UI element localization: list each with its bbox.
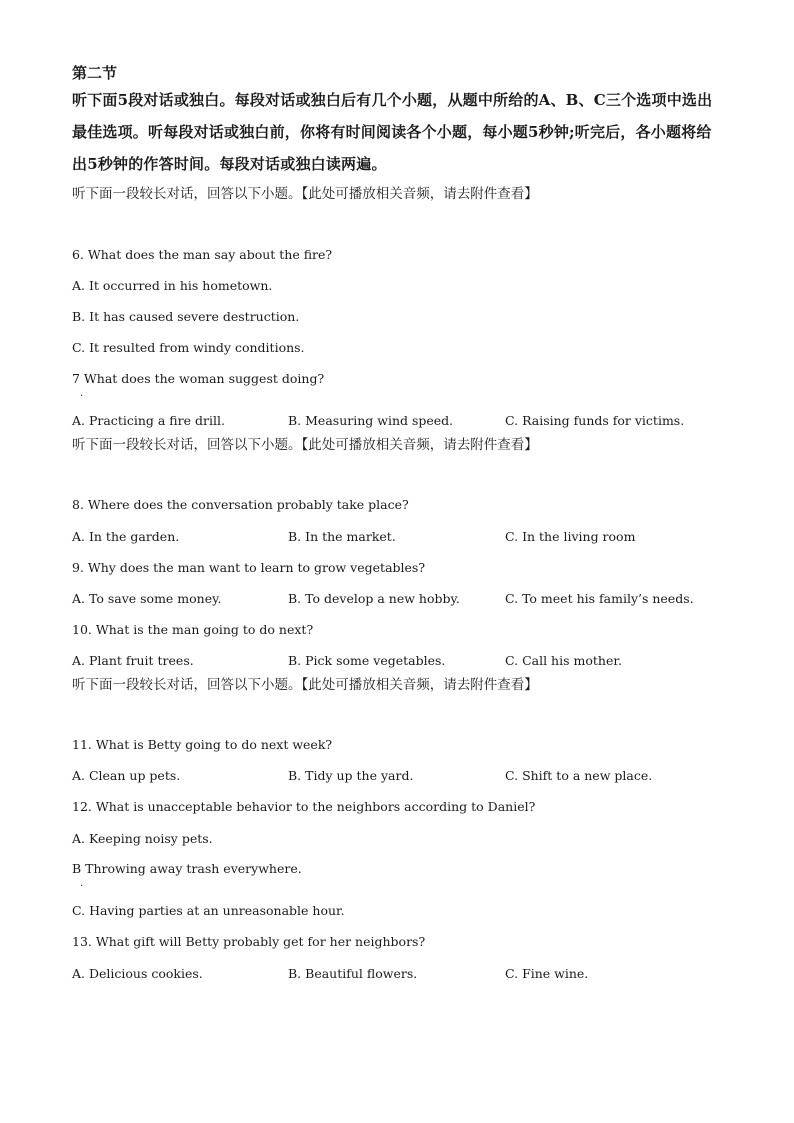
question-6: 6. What does the man say about the fire? — [72, 247, 333, 262]
question-9-option-b: B. To develop a new hobby. — [288, 591, 460, 606]
question-12-option-b: B Throwing away trash everywhere. — [72, 861, 302, 876]
question-6-option-a: A. It occurred in his hometown. — [72, 278, 273, 293]
question-7-option-b: B. Measuring wind speed. — [288, 413, 454, 428]
question-11-option-a: A. Clean up pets. — [72, 768, 181, 783]
question-11-options — [72, 766, 724, 786]
question-9-options — [72, 589, 724, 609]
question-8: 8. Where does the conversation probably take place? — [72, 497, 409, 512]
question-13-option-c: C. Fine wine. — [505, 966, 589, 981]
question-8-option-c: C. In the living room — [505, 529, 636, 544]
question-12-option-a: A. Keeping noisy pets. — [72, 831, 213, 846]
question-10-option-c: C. Call his mother. — [505, 653, 622, 668]
question-11-option-b: B. Tidy up the yard. — [288, 768, 414, 783]
question-10-option-a: A. Plant fruit trees. — [72, 653, 194, 668]
question-7: 7 What does the woman suggest doing? — [72, 371, 325, 386]
question-13-option-b: B. Beautiful flowers. — [288, 966, 418, 981]
question-12: 12. What is unacceptable behavior to the neighbors according to Daniel? — [72, 799, 536, 814]
question-13: 13. What gift will Betty probably get for her neighbors? — [72, 934, 426, 949]
question-11: 11. What is Betty going to do next week? — [72, 737, 333, 752]
question-10-option-b: B. Pick some vegetables. — [288, 653, 446, 668]
question-7-option-a: A. Practicing a fire drill. — [72, 413, 225, 428]
question-9: 9. Why does the man want to learn to grow vegetables? — [72, 560, 426, 575]
question-12-option-c: C. Having parties at an unreasonable hour. — [72, 903, 345, 918]
question-9-option-c: C. To meet his family’s needs. — [505, 591, 694, 606]
question-8-options — [72, 527, 724, 547]
section-instructions: 听下面5段对话或独白。每段对话或独白后有几个小题，从题中所给的A、B、C三个选项中选出最佳选项。听每段对话或独白前，你将有时间阅读各个小题，每小题5秒钟;听完后，各小题将给出5秒钟的作答时间。每段对话或独白读两遍。 — [72, 91, 713, 173]
question-6-option-b: B. It has caused severe destruction. — [72, 309, 300, 324]
question-13-option-a: A. Delicious cookies. — [72, 966, 203, 981]
question-7-option-c: C. Raising funds for victims. — [505, 413, 685, 428]
question-11-option-c: C. Shift to a new place. — [505, 768, 653, 783]
question-13-options — [72, 964, 724, 984]
question-8-option-b: B. In the market. — [288, 529, 396, 544]
question-10-options — [72, 651, 724, 671]
section-title: 第二节 — [72, 64, 118, 82]
stray-dot: . — [80, 878, 84, 889]
listen-note-1: 听下面一段较长对话，回答以下小题。【此处可播放相关音频，请去附件查看】 — [72, 186, 538, 202]
exam-page — [72, 62, 724, 984]
listen-note-2: 听下面一段较长对话，回答以下小题。【此处可播放相关音频，请去附件查看】 — [72, 437, 538, 453]
question-10: 10. What is the man going to do next? — [72, 622, 314, 637]
question-9-option-a: A. To save some money. — [72, 591, 222, 606]
listen-note-3: 听下面一段较长对话，回答以下小题。【此处可播放相关音频，请去附件查看】 — [72, 677, 538, 693]
stray-dot: . — [80, 388, 84, 399]
question-7-options — [72, 411, 724, 431]
question-6-option-c: C. It resulted from windy conditions. — [72, 340, 305, 355]
question-8-option-a: A. In the garden. — [72, 529, 180, 544]
